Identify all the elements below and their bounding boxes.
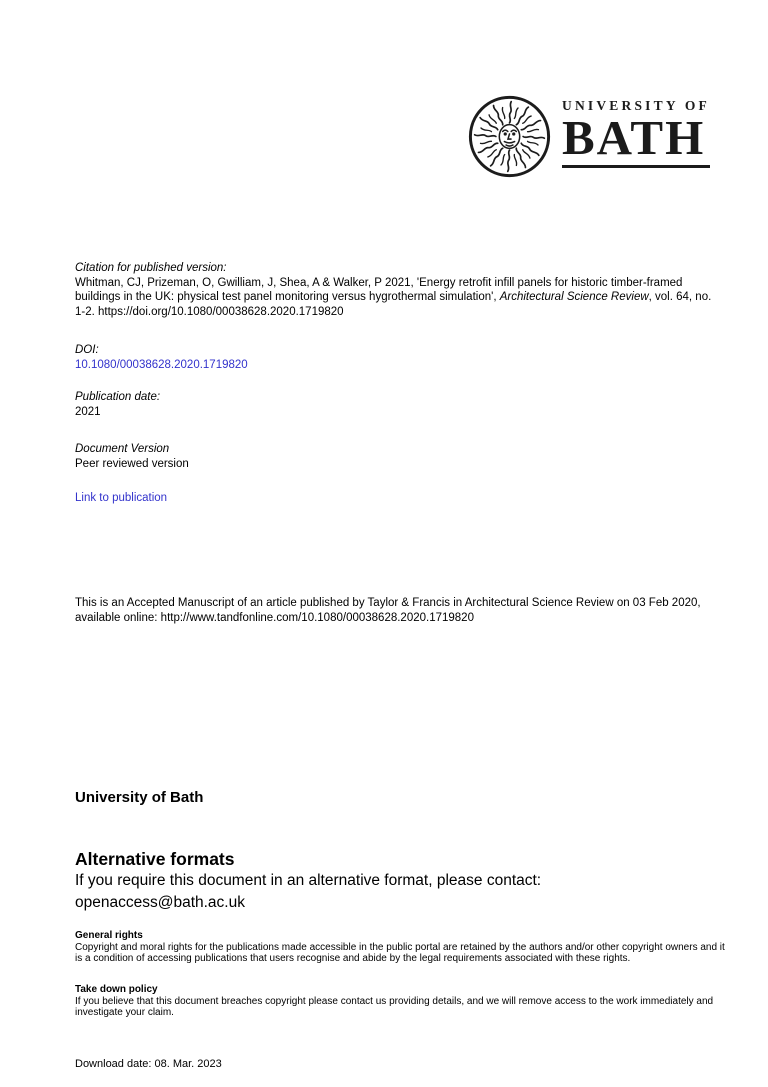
publication-date-section bbox=[75, 390, 717, 419]
citation-section bbox=[75, 261, 717, 319]
alternative-formats-email: openaccess@bath.ac.uk bbox=[75, 893, 245, 911]
alternative-formats-body: If you require this document in an alternative format, please contact: bbox=[75, 872, 542, 889]
publication-date-value: 2021 bbox=[75, 405, 101, 418]
wordmark-bath: BATH bbox=[562, 110, 706, 165]
download-date: Download date: 08. Mar. 2023 bbox=[75, 1058, 222, 1070]
take-down-policy-title: Take down policy bbox=[75, 984, 158, 995]
citation-text-before: Whitman, CJ, Prizeman, O, Gwilliam, J, Shea, A & Walker, P 2021, 'Energy retrofit infill panels for historic timber-framed buildings in the UK: physical test panel monitoring versus hygrothermal simulation', bbox=[75, 276, 683, 303]
university-of-bath-logo bbox=[467, 94, 710, 179]
publication-date-label: Publication date: bbox=[75, 391, 161, 403]
doi-label: DOI: bbox=[75, 344, 99, 356]
citation-text bbox=[75, 276, 717, 320]
publication-link-section bbox=[75, 491, 717, 506]
take-down-policy-section bbox=[75, 984, 730, 1019]
doi-section bbox=[75, 343, 717, 372]
bath-wordmark bbox=[562, 94, 710, 168]
general-rights-section bbox=[75, 930, 730, 965]
link-to-publication[interactable]: Link to publication bbox=[75, 492, 168, 504]
document-version-value: Peer reviewed version bbox=[75, 457, 189, 470]
university-heading: University of Bath bbox=[75, 789, 204, 806]
wordmark-university-of: UNIVERSITY OF bbox=[562, 98, 710, 113]
bath-crest-icon bbox=[467, 94, 552, 179]
alternative-formats-title: Alternative formats bbox=[75, 849, 235, 869]
accepted-manuscript-notice: This is an Accepted Manuscript of an article published by Taylor & Francis in Architectural Science Review on 03 Feb 2020, available online: http://www.tandfonline.com/10.1080/00038628.2020.1719820 bbox=[75, 597, 701, 624]
general-rights-title: General rights bbox=[75, 930, 143, 941]
document-version-section bbox=[75, 442, 717, 471]
document-version-label: Document Version bbox=[75, 443, 170, 455]
citation-text-after: , vol. 64, no. 1-2. https://doi.org/10.1080/00038628.2020.1719820 bbox=[75, 291, 712, 318]
citation-journal-title: Architectural Science Review bbox=[499, 291, 649, 303]
take-down-policy-body: If you believe that this document breaches copyright please contact us providing details, and we will remove access to the work immediately and investigate your claim. bbox=[75, 995, 714, 1018]
citation-label: Citation for published version: bbox=[75, 262, 227, 274]
alternative-formats-section bbox=[75, 849, 717, 913]
doi-link[interactable]: 10.1080/00038628.2020.1719820 bbox=[75, 358, 248, 371]
general-rights-body: Copyright and moral rights for the publications made accessible in the public portal are retained by the authors and/or other copyright owners and it is a condition of accessing publications that users recognise and abide by the legal requirements associated with these rights. bbox=[75, 941, 725, 964]
